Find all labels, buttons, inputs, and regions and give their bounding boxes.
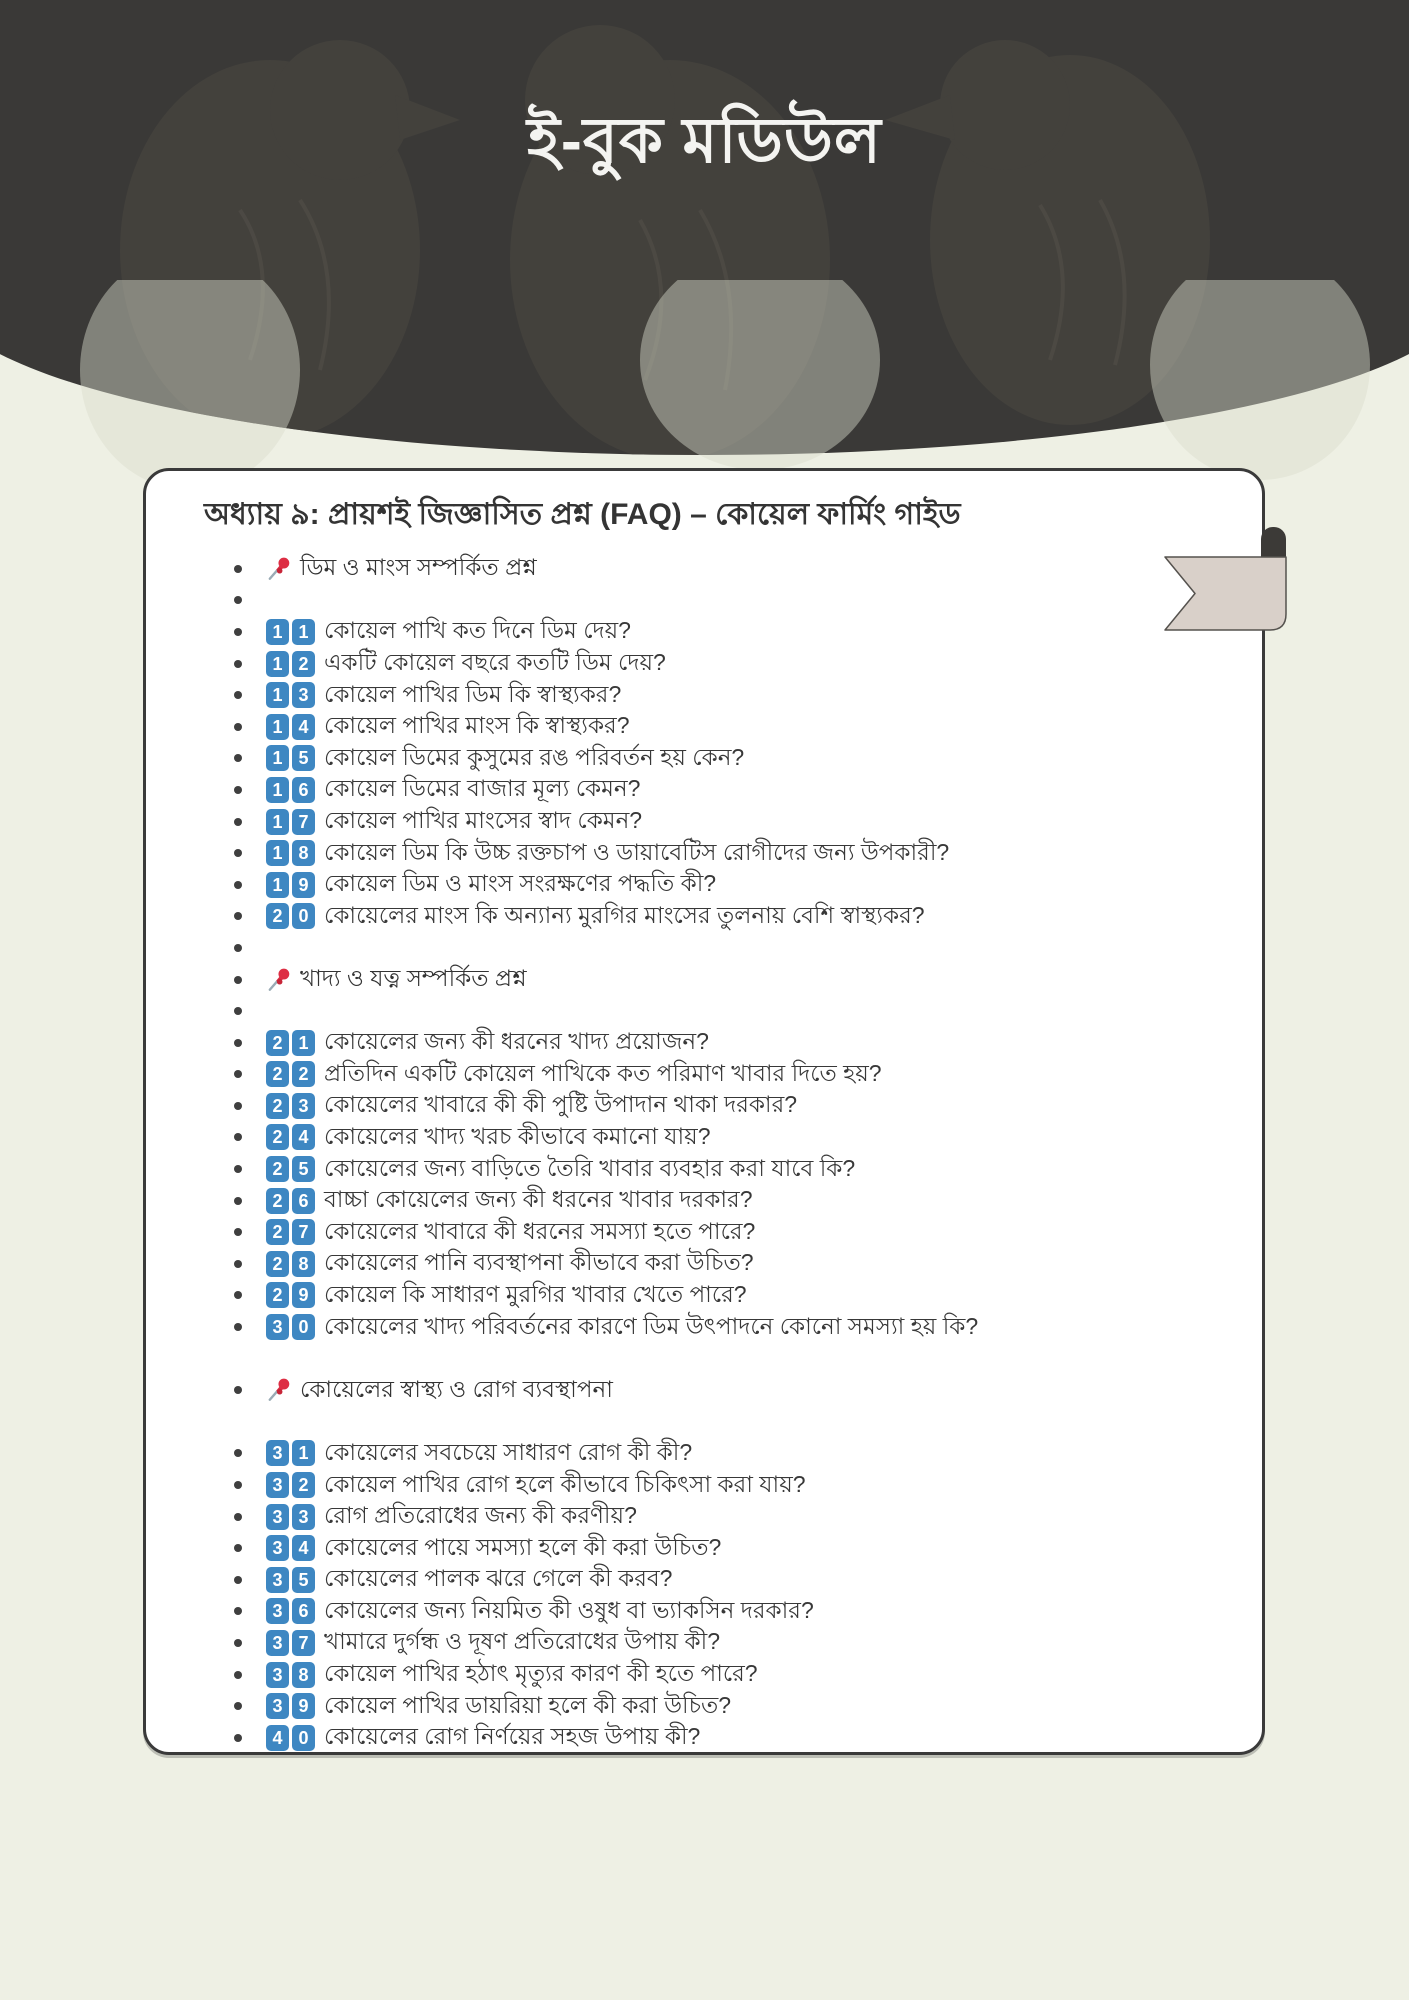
item-text: কোয়েল ডিম ও মাংস সংরক্ষণের পদ্ধতি কী? bbox=[324, 870, 717, 897]
bullet-dot bbox=[234, 1607, 242, 1615]
keycap-digit: 3 bbox=[292, 682, 315, 708]
bullet-dot bbox=[234, 754, 242, 762]
item-text: কোয়েল ডিমের কুসুমের রঙ পরিবর্তন হয় কেন? bbox=[324, 743, 745, 770]
keycap-number bbox=[266, 1598, 315, 1624]
keycap-number bbox=[266, 777, 315, 803]
keycap-digit: 3 bbox=[266, 1314, 289, 1340]
keycap-digit: 6 bbox=[292, 1188, 315, 1214]
keycap-number bbox=[266, 1693, 315, 1719]
keycap-digit: 5 bbox=[292, 745, 315, 771]
bullet-dot bbox=[234, 1007, 242, 1015]
keycap-digit: 1 bbox=[266, 872, 289, 898]
keycap-number bbox=[266, 1314, 315, 1340]
keycap-digit: 3 bbox=[266, 1598, 289, 1624]
faq-item bbox=[146, 774, 1262, 806]
keycap-digit: 7 bbox=[292, 1219, 315, 1245]
keycap-digit: 1 bbox=[292, 1030, 315, 1056]
keycap-digit: 3 bbox=[266, 1567, 289, 1593]
item-text: রোগ প্রতিরোধের জন্য কী করণীয়? bbox=[324, 1502, 637, 1529]
keycap-digit: 3 bbox=[266, 1630, 289, 1656]
chapter-heading: অধ্যায় ৯: প্রায়শই জিজ্ঞাসিত প্রশ্ন (FAQ) – কোয়েল ফার্মিং গাইড bbox=[204, 498, 961, 531]
keycap-digit: 1 bbox=[266, 714, 289, 740]
keycap-number bbox=[266, 682, 315, 708]
item-text: কোয়েলের জন্য কী ধরনের খাদ্য প্রয়োজন? bbox=[324, 1028, 709, 1055]
bullet-dot bbox=[234, 1228, 242, 1236]
item-text: একটি কোয়েল বছরে কতটি ডিম দেয়? bbox=[324, 649, 666, 676]
keycap-number bbox=[266, 1093, 315, 1119]
faq-item bbox=[146, 901, 1262, 933]
keycap-number bbox=[266, 1219, 315, 1245]
keycap-digit: 0 bbox=[292, 1725, 315, 1751]
keycap-number bbox=[266, 651, 315, 677]
keycap-digit: 1 bbox=[266, 777, 289, 803]
keycap-number bbox=[266, 903, 315, 929]
item-text: কোয়েল ডিমের বাজার মূল্য কেমন? bbox=[324, 775, 641, 802]
keycap-digit: 3 bbox=[266, 1504, 289, 1530]
faq-item bbox=[146, 1027, 1262, 1059]
keycap-number bbox=[266, 840, 315, 866]
keycap-digit: 2 bbox=[266, 1219, 289, 1245]
keycap-digit: 1 bbox=[292, 619, 315, 645]
item-text: কোয়েলের রোগ নির্ণয়ের সহজ উপায় কী? bbox=[324, 1723, 701, 1750]
item-text: কোয়েলের পানি ব্যবস্থাপনা কীভাবে করা উচিত? bbox=[324, 1249, 754, 1276]
item-text: কোয়েলের সবচেয়ে সাধারণ রোগ কী কী? bbox=[324, 1438, 693, 1465]
faq-item bbox=[146, 1090, 1262, 1122]
bullet-dot bbox=[234, 849, 242, 857]
keycap-digit: 0 bbox=[292, 903, 315, 929]
keycap-number bbox=[266, 1124, 315, 1150]
keycap-number bbox=[266, 1061, 315, 1087]
item-text: কোয়েল পাখির রোগ হলে কীভাবে চিকিৎসা করা যায়? bbox=[324, 1470, 806, 1497]
faq-item bbox=[146, 1153, 1262, 1185]
keycap-number bbox=[266, 1725, 315, 1751]
keycap-number bbox=[266, 745, 315, 771]
item-text: কোয়েলের খাদ্য খরচ কীভাবে কমানো যায়? bbox=[324, 1122, 711, 1149]
page-title: ই-বুক মডিউল bbox=[527, 106, 882, 176]
faq-item bbox=[146, 743, 1262, 775]
faq-item bbox=[146, 932, 1262, 964]
faq-item bbox=[146, 1659, 1262, 1691]
bullet-dot bbox=[234, 1386, 242, 1394]
bullet-dot bbox=[234, 1197, 242, 1205]
pushpin-icon bbox=[266, 967, 292, 993]
item-text: কোয়েল কি সাধারণ মুরগির খাবার খেতে পারে? bbox=[324, 1280, 747, 1307]
bullet-dot bbox=[234, 1544, 242, 1552]
keycap-digit: 2 bbox=[292, 1061, 315, 1087]
bullet-dot bbox=[234, 723, 242, 731]
keycap-digit: 1 bbox=[292, 1440, 315, 1466]
faq-item bbox=[146, 1564, 1262, 1596]
bullet-dot bbox=[234, 1639, 242, 1647]
bullet-dot bbox=[234, 1449, 242, 1457]
keycap-number bbox=[266, 1188, 315, 1214]
keycap-digit: 1 bbox=[266, 619, 289, 645]
bullet-dot bbox=[234, 1102, 242, 1110]
faq-item bbox=[146, 1627, 1262, 1659]
keycap-digit: 7 bbox=[292, 809, 315, 835]
keycap-number bbox=[266, 1535, 315, 1561]
keycap-digit: 8 bbox=[292, 1251, 315, 1277]
item-text: কোয়েলের খাদ্য পরিবর্তনের কারণে ডিম উৎপাদনে কোনো সমস্যা হয় কি? bbox=[324, 1312, 979, 1339]
keycap-digit: 0 bbox=[292, 1314, 315, 1340]
keycap-digit: 2 bbox=[292, 651, 315, 677]
keycap-number bbox=[266, 1440, 315, 1466]
item-text: কোয়েলের জন্য বাড়িতে তৈরি খাবার ব্যবহার করা যাবে কি? bbox=[324, 1154, 856, 1181]
keycap-number bbox=[266, 619, 315, 645]
faq-item bbox=[146, 1438, 1262, 1470]
keycap-digit: 8 bbox=[292, 840, 315, 866]
keycap-number bbox=[266, 872, 315, 898]
bullet-dot bbox=[234, 818, 242, 826]
bullet-dot bbox=[234, 1070, 242, 1078]
bullet-dot bbox=[234, 596, 242, 604]
faq-item bbox=[146, 1216, 1262, 1248]
keycap-number bbox=[266, 1567, 315, 1593]
faq-item bbox=[146, 1311, 1262, 1343]
keycap-digit: 3 bbox=[266, 1662, 289, 1688]
keycap-digit: 2 bbox=[266, 1124, 289, 1150]
keycap-digit: 9 bbox=[292, 1693, 315, 1719]
keycap-digit: 1 bbox=[266, 682, 289, 708]
keycap-digit: 6 bbox=[292, 777, 315, 803]
item-text: কোয়েল পাখির ডায়রিয়া হলে কী করা উচিত? bbox=[324, 1691, 732, 1718]
faq-item bbox=[146, 1059, 1262, 1091]
keycap-digit: 3 bbox=[266, 1535, 289, 1561]
faq-item bbox=[146, 1501, 1262, 1533]
bullet-dot bbox=[234, 1260, 242, 1268]
faq-item bbox=[146, 1690, 1262, 1722]
keycap-digit: 2 bbox=[292, 1472, 315, 1498]
item-text: কোয়েলের জন্য নিয়মিত কী ওষুধ বা ভ্যাকসিন দরকার? bbox=[324, 1596, 814, 1623]
bullet-dot bbox=[234, 1576, 242, 1584]
keycap-digit: 4 bbox=[266, 1725, 289, 1751]
item-text: কোয়েল পাখির মাংস কি স্বাস্থ্যকর? bbox=[324, 712, 630, 739]
keycap-digit: 2 bbox=[266, 1093, 289, 1119]
bullet-dot bbox=[234, 1165, 242, 1173]
faq-item bbox=[146, 679, 1262, 711]
faq-item bbox=[146, 869, 1262, 901]
keycap-digit: 3 bbox=[266, 1472, 289, 1498]
item-text: কোয়েলের পায়ে সমস্যা হলে কী করা উচিত? bbox=[324, 1533, 722, 1560]
keycap-number bbox=[266, 1472, 315, 1498]
keycap-digit: 9 bbox=[292, 1282, 315, 1308]
faq-item bbox=[146, 964, 1262, 996]
bullet-dot bbox=[234, 1291, 242, 1299]
keycap-digit: 1 bbox=[266, 809, 289, 835]
bullet-dot bbox=[234, 1702, 242, 1710]
faq-item bbox=[146, 711, 1262, 743]
quail-background-image bbox=[0, 0, 1409, 455]
keycap-digit: 5 bbox=[292, 1567, 315, 1593]
keycap-digit: 5 bbox=[292, 1156, 315, 1182]
item-text: কোয়েল ডিম কি উচ্চ রক্তচাপ ও ডায়াবেটিস রোগীদের জন্য উপকারী? bbox=[324, 838, 950, 865]
faq-card bbox=[143, 468, 1265, 1755]
faq-item bbox=[146, 1596, 1262, 1628]
bullet-dot bbox=[234, 565, 242, 573]
keycap-digit: 9 bbox=[292, 872, 315, 898]
keycap-digit: 3 bbox=[266, 1440, 289, 1466]
keycap-digit: 2 bbox=[266, 1156, 289, 1182]
item-text: কোয়েল পাখির মাংসের স্বাদ কেমন? bbox=[324, 807, 643, 834]
item-text: কোয়েল পাখির ডিম কি স্বাস্থ্যকর? bbox=[324, 680, 622, 707]
bullet-dot bbox=[234, 944, 242, 952]
keycap-digit: 2 bbox=[266, 1061, 289, 1087]
keycap-digit: 3 bbox=[292, 1504, 315, 1530]
keycap-digit: 2 bbox=[266, 1188, 289, 1214]
faq-item bbox=[146, 648, 1262, 680]
keycap-digit: 2 bbox=[266, 1251, 289, 1277]
keycap-digit: 4 bbox=[292, 1124, 315, 1150]
item-text: কোয়েলের স্বাস্থ্য ও রোগ ব্যবস্থাপনা bbox=[300, 1375, 613, 1402]
faq-item bbox=[146, 1185, 1262, 1217]
keycap-digit: 1 bbox=[266, 840, 289, 866]
bullet-dot bbox=[234, 691, 242, 699]
keycap-digit: 7 bbox=[292, 1630, 315, 1656]
item-text: কোয়েলের পালক ঝরে গেলে কী করব? bbox=[324, 1565, 673, 1592]
bullet-dot bbox=[234, 1133, 242, 1141]
item-text: কোয়েল পাখি কত দিনে ডিম দেয়? bbox=[324, 617, 631, 644]
bullet-dot bbox=[234, 786, 242, 794]
keycap-digit: 2 bbox=[266, 903, 289, 929]
item-text: কোয়েলের খাবারে কী কী পুষ্টি উপাদান থাকা দরকার? bbox=[324, 1091, 798, 1118]
bullet-dot bbox=[234, 976, 242, 984]
keycap-number bbox=[266, 1630, 315, 1656]
faq-item bbox=[146, 1248, 1262, 1280]
faq-item bbox=[146, 1374, 1262, 1406]
faq-item bbox=[146, 1469, 1262, 1501]
faq-item bbox=[146, 995, 1262, 1027]
bullet-dot bbox=[234, 912, 242, 920]
bullet-dot bbox=[234, 1323, 242, 1331]
keycap-digit: 3 bbox=[292, 1093, 315, 1119]
bookmark-ribbon-icon bbox=[1164, 521, 1288, 633]
item-text: ডিম ও মাংস সম্পর্কিত প্রশ্ন bbox=[300, 554, 537, 581]
bullet-dot bbox=[234, 1671, 242, 1679]
keycap-number bbox=[266, 714, 315, 740]
item-text: কোয়েলের খাবারে কী ধরনের সমস্যা হতে পারে? bbox=[324, 1217, 756, 1244]
header-banner bbox=[0, 0, 1409, 455]
bullet-dot bbox=[234, 1513, 242, 1521]
faq-item bbox=[146, 837, 1262, 869]
item-text: প্রতিদিন একটি কোয়েল পাখিকে কত পরিমাণ খাবার দিতে হয়? bbox=[324, 1059, 882, 1086]
keycap-digit: 4 bbox=[292, 1535, 315, 1561]
faq-list bbox=[146, 553, 1262, 1754]
keycap-digit: 3 bbox=[266, 1693, 289, 1719]
bullet-dot bbox=[234, 1734, 242, 1742]
keycap-digit: 2 bbox=[266, 1282, 289, 1308]
keycap-number bbox=[266, 1282, 315, 1308]
faq-item bbox=[146, 806, 1262, 838]
keycap-digit: 2 bbox=[266, 1030, 289, 1056]
bullet-dot bbox=[234, 628, 242, 636]
faq-item bbox=[146, 553, 1262, 585]
faq-item bbox=[146, 1532, 1262, 1564]
item-text: বাচ্চা কোয়েলের জন্য কী ধরনের খাবার দরকার? bbox=[324, 1186, 753, 1213]
item-text: কোয়েলের মাংস কি অন্যান্য মুরগির মাংসের তুলনায় বেশি স্বাস্থ্যকর? bbox=[324, 901, 925, 928]
keycap-digit: 8 bbox=[292, 1662, 315, 1688]
keycap-digit: 4 bbox=[292, 714, 315, 740]
keycap-digit: 1 bbox=[266, 745, 289, 771]
faq-item bbox=[146, 1122, 1262, 1154]
faq-item bbox=[146, 585, 1262, 617]
keycap-number bbox=[266, 1662, 315, 1688]
item-text: খাদ্য ও যত্ন সম্পর্কিত প্রশ্ন bbox=[300, 965, 527, 992]
item-text: খামারে দুর্গন্ধ ও দূষণ প্রতিরোধের উপায় কী? bbox=[324, 1628, 720, 1655]
faq-item bbox=[146, 616, 1262, 648]
keycap-digit: 1 bbox=[266, 651, 289, 677]
keycap-number bbox=[266, 809, 315, 835]
item-text: কোয়েল পাখির হঠাৎ মৃত্যুর কারণ কী হতে পারে? bbox=[324, 1660, 758, 1687]
faq-item bbox=[146, 1280, 1262, 1312]
pushpin-icon bbox=[266, 1377, 292, 1403]
keycap-digit: 6 bbox=[292, 1598, 315, 1624]
pushpin-icon bbox=[266, 556, 292, 582]
bullet-dot bbox=[234, 881, 242, 889]
bullet-dot bbox=[234, 1039, 242, 1047]
bullet-dot bbox=[234, 1481, 242, 1489]
faq-item bbox=[146, 1722, 1262, 1754]
bullet-dot bbox=[234, 660, 242, 668]
keycap-number bbox=[266, 1156, 315, 1182]
keycap-number bbox=[266, 1504, 315, 1530]
keycap-number bbox=[266, 1251, 315, 1277]
keycap-number bbox=[266, 1030, 315, 1056]
